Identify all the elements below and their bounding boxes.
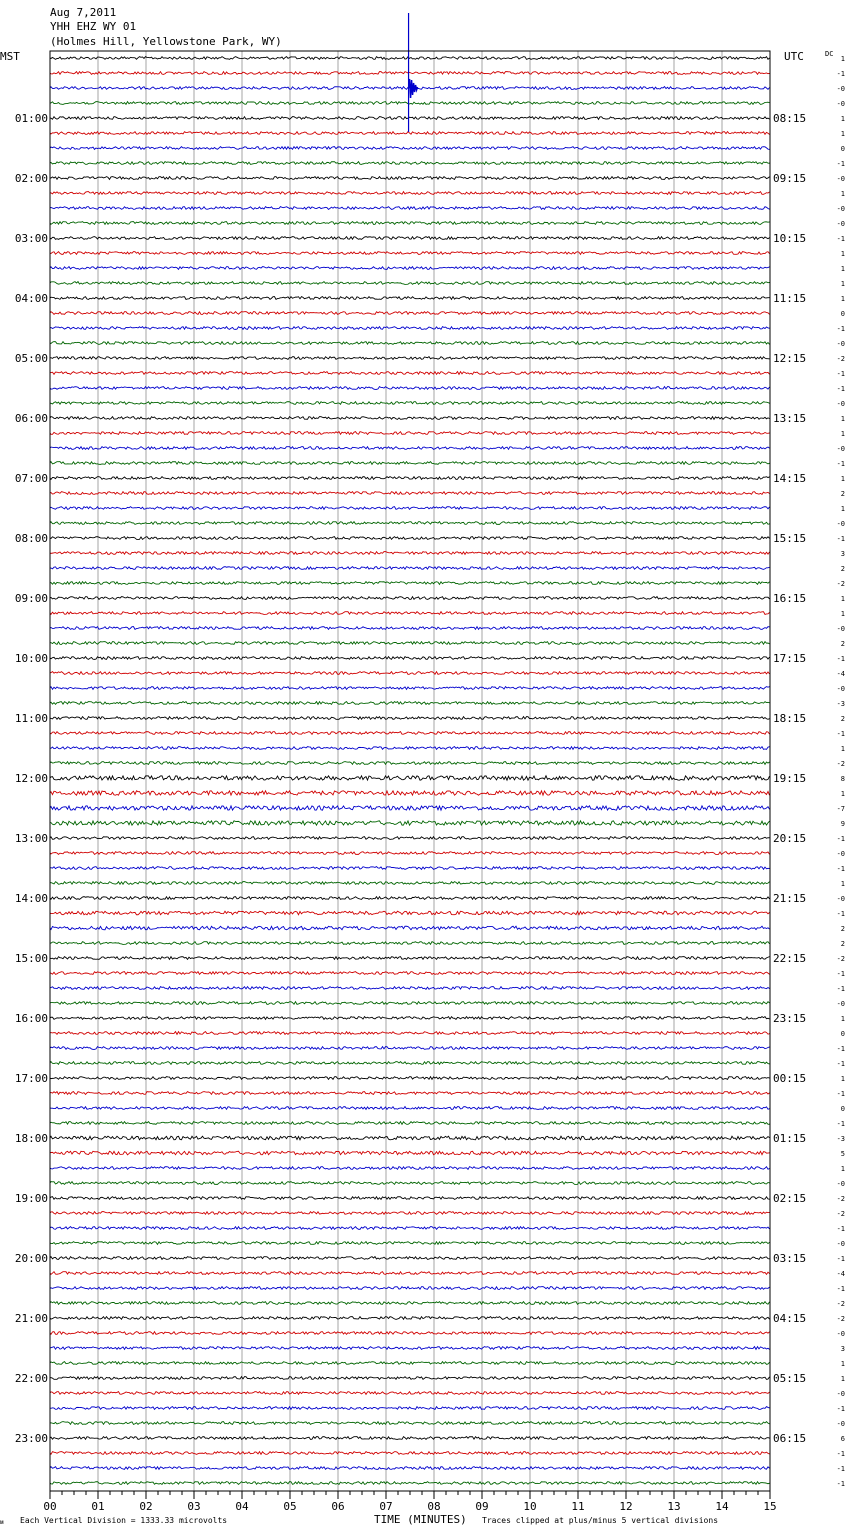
utc-hour-label: 00:15 [773,1072,807,1085]
utc-label: UTC [784,50,804,63]
dc-offset-label: -0 [836,1390,845,1398]
trace-line [50,147,770,150]
x-tick-label: 13 [667,1500,681,1513]
trace-line [50,1437,770,1440]
x-tick-label: 03 [187,1500,201,1513]
dc-offset-label: -1 [836,1225,845,1233]
trace-line [50,522,770,525]
mst-hour-label: 14:00 [14,892,48,905]
utc-hour-label: 15:15 [773,532,807,545]
utc-hour-label: 21:15 [773,892,807,905]
trace-line [50,372,770,375]
x-tick-label: 11 [571,1500,585,1513]
trace-line [50,1227,770,1230]
dc-offset-label: 1 [840,790,845,798]
trace-line [50,687,770,690]
dc-offset-label: -2 [836,760,845,768]
utc-hour-label: 12:15 [773,352,807,365]
utc-hour-label: 17:15 [773,652,807,665]
dc-offset-label: 9 [840,820,845,828]
trace-line [50,1092,770,1095]
dc-offset-label: 1 [840,1075,845,1083]
dc-offset-label: -2 [836,580,845,588]
dc-offset-label: 1 [840,115,845,123]
corner-mark: ᴍ [0,1519,4,1526]
mst-hour-label: 12:00 [14,772,48,785]
trace-line [50,1077,770,1080]
dc-offset-label: 1 [840,745,845,753]
mst-hour-label: 13:00 [14,832,48,845]
dc-offset-label: 2 [840,715,845,723]
dc-offset-label: 1 [840,130,845,138]
trace-line [50,1332,770,1335]
x-tick-label: 08 [427,1500,441,1513]
right-hour-labels [773,112,806,1445]
utc-hour-label: 18:15 [773,712,807,725]
x-tick-label: 12 [619,1500,633,1513]
x-tick-label: 02 [139,1500,153,1513]
trace-line [50,387,770,390]
trace-group [50,57,770,1485]
trace-line [50,867,770,870]
header-station: YHH EHZ WY 01 [50,20,137,33]
dc-offset-label: 1 [840,505,845,513]
dc-offset-label: -0 [836,1000,845,1008]
trace-line [50,1182,770,1185]
trace-line [50,702,770,705]
dc-offset-labels [837,55,845,1488]
dc-offset-label: -2 [836,1300,845,1308]
dc-offset-label: 1 [840,295,845,303]
dc-offset-label: -1 [836,910,845,918]
mst-hour-label: 23:00 [14,1432,48,1445]
dc-offset-label: -1 [836,70,845,78]
trace-line [50,567,770,570]
trace-line [50,1482,770,1485]
dc-offset-label: -3 [836,1135,845,1143]
dc-offset-label: -1 [836,160,845,168]
trace-line [50,342,770,345]
trace-line [50,1032,770,1035]
dc-offset-label: 1 [840,610,845,618]
dc-offset-label: 6 [840,1435,845,1443]
trace-line [50,462,770,465]
trace-line [50,1242,770,1245]
scale-note: Each Vertical Division = 1333.33 microvolts [20,1516,228,1525]
trace-line [50,252,770,255]
trace-line [50,1122,770,1125]
mst-hour-label: 10:00 [14,652,48,665]
trace-line [50,597,770,600]
trace-line [50,1002,770,1005]
trace-line [50,297,770,300]
dc-offset-label: 0 [840,310,845,318]
mst-hour-label: 17:00 [14,1072,48,1085]
mst-hour-label: 08:00 [14,532,48,545]
utc-hour-label: 13:15 [773,412,807,425]
dc-offset-label: 1 [840,190,845,198]
dc-offset-label: -2 [836,955,845,963]
trace-line [50,1422,770,1425]
dc-offset-label: -1 [836,1450,845,1458]
dc-offset-label: -0 [836,1330,845,1338]
trace-line [50,102,770,105]
trace-line [50,987,770,990]
utc-hour-label: 20:15 [773,832,807,845]
trace-line [50,882,770,885]
dc-offset-label: 1 [840,595,845,603]
dc-offset-label: -2 [836,355,845,363]
trace-line [50,942,770,945]
trace-line [50,552,770,555]
trace-line [50,1212,770,1215]
x-axis-title: TIME (MINUTES) [374,1513,467,1526]
dc-offset-label: -0 [836,895,845,903]
dc-offset-label: -1 [836,1255,845,1263]
dc-offset-label: 1 [840,1165,845,1173]
mst-hour-label: 09:00 [14,592,48,605]
header-location: (Holmes Hill, Yellowstone Park, WY) [50,35,282,48]
trace-line [50,1407,770,1410]
utc-hour-label: 14:15 [773,472,807,485]
trace-line [50,72,770,75]
dc-offset-label: -0 [836,205,845,213]
trace-line [50,237,770,240]
trace-line [50,1392,770,1395]
dc-offset-label: -3 [836,700,845,708]
dc-offset-label: -1 [836,1480,845,1488]
mst-hour-label: 15:00 [14,952,48,965]
dc-offset-label: -1 [836,970,845,978]
trace-line [50,627,770,630]
trace-line [50,267,770,270]
trace-line [50,1151,770,1155]
trace-line [50,432,770,435]
dc-offset-label: 0 [840,1030,845,1038]
dc-offset-label: 1 [840,880,845,888]
utc-hour-label: 16:15 [773,592,807,605]
dc-offset-label: -0 [836,400,845,408]
header-date: Aug 7,2011 [50,6,117,19]
trace-line [50,357,770,360]
trace-line [50,1302,770,1305]
dc-offset-label: -0 [836,625,845,633]
dc-offset-label: -2 [836,1195,845,1203]
dc-offset-label: -0 [836,85,845,93]
dc-offset-label: -1 [836,655,845,663]
dc-offset-label: -0 [836,1420,845,1428]
trace-line [50,657,770,660]
trace-line [50,1317,770,1320]
trace-line [50,162,770,165]
trace-line [50,492,770,495]
trace-line [50,837,770,840]
trace-line [50,1272,770,1275]
mst-hour-label: 19:00 [14,1192,48,1205]
dc-offset-label: -1 [836,325,845,333]
trace-line [50,791,770,795]
mst-label: MST [0,50,20,63]
dc-offset-label: -0 [836,850,845,858]
utc-hour-label: 19:15 [773,772,807,785]
dc-offset-label: -0 [836,100,845,108]
dc-offset-label: -1 [836,835,845,843]
mst-hour-label: 06:00 [14,412,48,425]
trace-line [50,477,770,480]
x-axis [43,1491,776,1513]
dc-offset-label: 1 [840,265,845,273]
x-tick-label: 09 [475,1500,489,1513]
dc-offset-label: -1 [836,1045,845,1053]
dc-offset-label: 0 [840,1105,845,1113]
trace-line [50,117,770,120]
x-tick-label: 15 [763,1500,777,1513]
dc-offset-label: 1 [840,475,845,483]
mst-hour-label: 01:00 [14,112,48,125]
trace-line [50,821,770,825]
dc-offset-label: -0 [836,220,845,228]
dc-offset-label: -1 [836,1405,845,1413]
left-hour-labels [15,112,48,1445]
dc-offset-label: -2 [836,1210,845,1218]
dc-offset-label: 1 [840,1015,845,1023]
trace-line [50,852,770,855]
trace-line [50,507,770,510]
utc-hour-label: 04:15 [773,1312,807,1325]
trace-line [50,222,770,225]
x-tick-label: 01 [91,1500,105,1513]
dc-offset-label: 3 [840,1345,845,1353]
x-tick-label: 05 [283,1500,297,1513]
utc-hour-label: 10:15 [773,232,807,245]
dc-offset-label: -0 [836,685,845,693]
clip-note: Traces clipped at plus/minus 5 vertical divisions [482,1516,719,1525]
utc-hour-label: 23:15 [773,1012,807,1025]
mst-hour-label: 05:00 [14,352,48,365]
dc-offset-label: 1 [840,430,845,438]
trace-line [50,1136,770,1140]
dc-offset-label: -0 [836,520,845,528]
trace-line [50,612,770,615]
utc-hour-label: 06:15 [773,1432,807,1445]
trace-line [50,672,770,675]
trace-line [50,642,770,645]
dc-offset-label: 2 [840,490,845,498]
mst-hour-label: 07:00 [14,472,48,485]
dc-offset-label: -0 [836,1240,845,1248]
dc-offset-label: 1 [840,280,845,288]
dc-offset-label: 2 [840,640,845,648]
dc-offset-label: 8 [840,775,845,783]
dc-offset-label: -1 [836,730,845,738]
x-tick-label: 07 [379,1500,393,1513]
utc-hour-label: 11:15 [773,292,807,305]
trace-line [50,1197,770,1200]
trace-line [50,447,770,450]
trace-line [50,972,770,975]
dc-offset-label: -2 [836,1315,845,1323]
trace-line [50,926,770,930]
mst-hour-label: 21:00 [14,1312,48,1325]
trace-line [50,1377,770,1380]
trace-line [50,327,770,330]
x-tick-label: 04 [235,1500,249,1513]
mst-hour-label: 20:00 [14,1252,48,1265]
trace-line [50,207,770,210]
trace-line [50,417,770,420]
trace-line [50,1287,770,1290]
dc-offset-label: 1 [840,250,845,258]
mst-hour-label: 11:00 [14,712,48,725]
dc-offset-label: 1 [840,1360,845,1368]
utc-hour-label: 22:15 [773,952,807,965]
dc-offset-label: -1 [836,865,845,873]
dc-offset-label: -1 [836,460,845,468]
dc-offset-label: 2 [840,565,845,573]
trace-line [50,1257,770,1260]
trace-line [50,1452,770,1455]
trace-line [50,1107,770,1110]
dc-offset-label: 1 [840,55,845,63]
dc-offset-label: 1 [840,1375,845,1383]
trace-line [50,192,770,195]
utc-hour-label: 02:15 [773,1192,807,1205]
trace-line [50,1467,770,1470]
dc-offset-label: 5 [840,1150,845,1158]
x-tick-label: 14 [715,1500,729,1513]
mst-hour-label: 18:00 [14,1132,48,1145]
dc-offset-label: 0 [840,145,845,153]
dc-offset-label: 1 [840,415,845,423]
dc-offset-label: -1 [836,1060,845,1068]
trace-line [50,132,770,135]
trace-line [50,897,770,900]
dc-offset-label: -7 [836,805,845,813]
trace-line [50,1362,770,1365]
trace-line [50,402,770,405]
mst-hour-label: 22:00 [14,1372,48,1385]
trace-line [50,1167,770,1170]
trace-line [50,1347,770,1350]
dc-offset-label: -4 [836,1270,845,1278]
trace-line [50,312,770,315]
mst-hour-label: 16:00 [14,1012,48,1025]
dc-offset-label: -0 [836,445,845,453]
utc-hour-label: 08:15 [773,112,807,125]
dc-offset-label: 3 [840,550,845,558]
trace-line [50,747,770,750]
utc-hour-label: 05:15 [773,1372,807,1385]
trace-line [50,177,770,180]
dc-offset-label: -1 [836,535,845,543]
dc-offset-label: -0 [836,340,845,348]
dc-offset-label: -1 [836,1285,845,1293]
utc-hour-label: 01:15 [773,1132,807,1145]
trace-line [50,957,770,960]
dc-offset-label: -0 [836,175,845,183]
utc-hour-label: 03:15 [773,1252,807,1265]
dc-offset-label: -1 [836,235,845,243]
utc-hour-label: 09:15 [773,172,807,185]
trace-line [50,1062,770,1065]
dc-offset-label: -1 [836,1465,845,1473]
trace-line [50,911,770,915]
dc-offset-label: -1 [836,1120,845,1128]
dc-offset-label: 2 [840,925,845,933]
trace-line [50,57,770,60]
trace-line [50,1017,770,1020]
dc-offset-label: -1 [836,985,845,993]
dc-offset-label: -0 [836,1180,845,1188]
mst-hour-label: 02:00 [14,172,48,185]
trace-line [50,762,770,765]
trace-line [50,732,770,735]
x-tick-label: 06 [331,1500,345,1513]
event-coda [409,79,418,98]
trace-line [50,282,770,285]
x-tick-label: 10 [523,1500,537,1513]
mst-hour-label: 03:00 [14,232,48,245]
dc-label: DC [825,50,834,58]
dc-offset-label: -1 [836,370,845,378]
trace-line [50,1047,770,1050]
trace-line [50,717,770,720]
dc-offset-label: 2 [840,940,845,948]
dc-offset-label: -4 [836,670,845,678]
trace-line [50,537,770,540]
mst-hour-label: 04:00 [14,292,48,305]
dc-offset-label: -1 [836,1090,845,1098]
trace-line [50,582,770,585]
dc-offset-label: -1 [836,385,845,393]
trace-line [50,776,770,780]
x-tick-label: 00 [43,1500,57,1513]
trace-line [50,806,770,810]
